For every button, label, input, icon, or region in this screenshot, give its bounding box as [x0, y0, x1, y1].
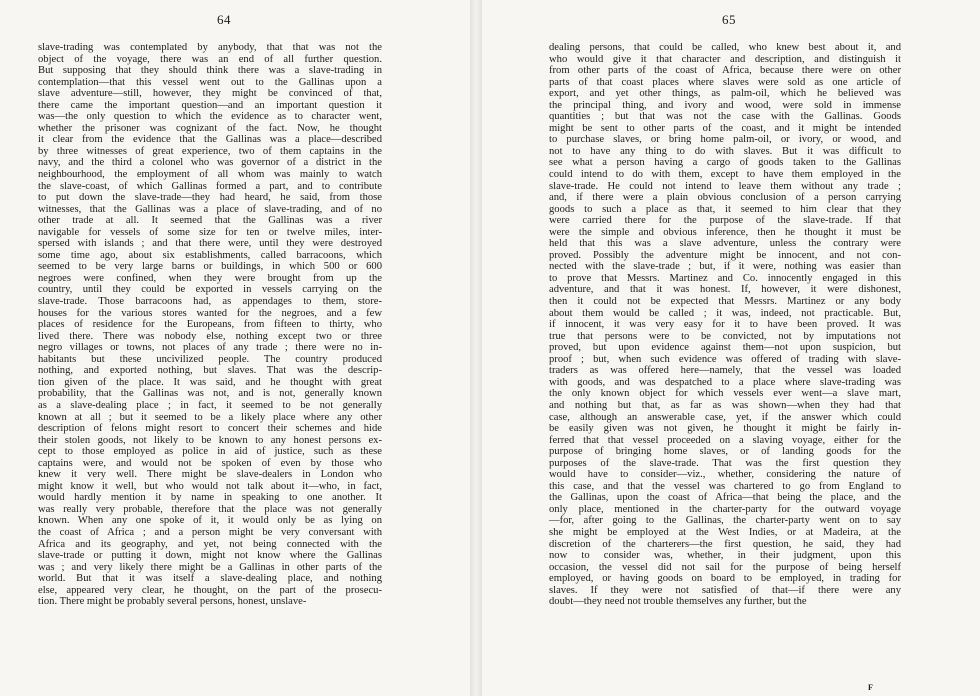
text-line: this case, and that the vessel was chartered to go from England to — [549, 480, 901, 492]
text-line: slave-trade. He could not intend to leave them without any trade ; — [549, 180, 901, 192]
text-line: other trade at all. It seemed that the Gallinas was a river — [38, 215, 382, 227]
text-line: seemed to be very large barns or buildings, in which 500 or 600 — [38, 261, 382, 273]
page-number-right: 65 — [722, 12, 736, 27]
text-line: would have to consider—viz., whether, considering the nature of — [549, 469, 901, 481]
text-line: —for, after going to the Gallinas, the charter-party went on to say — [549, 515, 901, 527]
text-line: was—the only question to which the evidence as to character went, — [38, 111, 382, 123]
text-line: Africa and its geography, and yet, not being connected with the — [38, 538, 382, 550]
text-line: purposes of the slave-trade. That was the first question they — [549, 457, 901, 469]
text-line: ferred that that vessel proceeded on a slaving voyage, either for the — [549, 434, 901, 446]
text-line: case, although an answerable case, yet, if the answer which could — [549, 411, 901, 423]
signature-mark: F — [868, 683, 873, 692]
text-line: by three witnesses of great experience, two of them captains in the — [38, 145, 382, 157]
text-line: world. But that it was itself a slave-dealing place, and nothing — [38, 573, 382, 585]
text-line: then it could not be expected that Messrs. Martinez or any body — [549, 296, 901, 308]
text-line: and, if there were a plain obvious conclusion of a person carrying — [549, 192, 901, 204]
text-line: to purchase slaves, or bring home palm-oil, or ivory, or wood, and — [549, 134, 901, 146]
text-line: probability, that the Gallinas was not, and is not, generally known — [38, 388, 382, 400]
text-line: proof ; but, when such evidence was offered of trading with slave- — [549, 353, 901, 365]
text-line: could intend to do with them, except to have them employed in the — [549, 169, 901, 181]
text-line: contemplation—that this vessel went out to the Gallinas upon a — [38, 76, 382, 88]
text-line: goods to such a place as that, it seemed to him clear that they — [549, 203, 901, 215]
text-line: and nothing but that, as far as was shown—when they had that — [549, 399, 901, 411]
text-line: the slave-coast, of which Gallinas formed a part, and to contribute — [38, 180, 382, 192]
text-line: tion given of the place. It was said, and he thought with great — [38, 376, 382, 388]
text-line: true that persons were to be convicted, not by imputations not — [549, 330, 901, 342]
text-line: slave-trade or putting it down, might not know where the Gallinas — [38, 550, 382, 562]
text-line: slaves. If they were not satisfied of that—if there were any — [549, 584, 901, 596]
text-line: whether the prisoner was cognizant of the fact. Now, he thought — [38, 122, 382, 134]
text-line: was really very probable, therefore that the place was not generally — [38, 503, 382, 515]
text-line: be easily given was not given, he thought it might be fairly in- — [549, 423, 901, 435]
text-line: navy, and the third a colonel who was governor of a district in the — [38, 157, 382, 169]
text-line: witnesses, that the Gallinas was a place of slave-trading, and of no — [38, 203, 382, 215]
text-line: country, until they could be exported in vessels carrying on the — [38, 284, 382, 296]
text-line: the Gallinas, upon the coast of Africa—that being the place, and the — [549, 492, 901, 504]
text-line: proved. Possibly the adventure might be innocent, and not con- — [549, 249, 901, 261]
right-page — [482, 0, 980, 696]
text-line: purpose of bringing home slaves, or of landing goods for the — [549, 446, 901, 458]
left-page — [0, 0, 470, 696]
right-page-text — [549, 42, 901, 608]
text-line: employed, or having goods on board to be employed, in trading for — [549, 573, 901, 585]
text-line: from other parts of the coast of Africa, because there were on other — [549, 65, 901, 77]
text-line: proved, but upon evidence against them—not upon suspicion, but — [549, 342, 901, 354]
text-line: captains were, and would not be spoken of even by those who — [38, 457, 382, 469]
text-line: tion. There might be probably several persons, honest, unslave- — [38, 596, 307, 608]
text-line: places of residence for the Europeans, from fifteen to thirty, who — [38, 319, 382, 331]
text-line: would hardly mention it by name in speaking to one another. It — [38, 492, 382, 504]
text-line: nected with the slave-trade ; but, if it were, nothing was easier than — [549, 261, 901, 273]
text-line: to prove that Messrs. Martinez and Co. innocently engaged in this — [549, 272, 901, 284]
text-line: their stolen goods, not likely to be known to any honest persons ex- — [38, 434, 382, 446]
left-page-text — [38, 42, 382, 608]
text-line: the coast of Africa ; and a person might be very conversant with — [38, 526, 382, 538]
text-line: to put down the slave-trade—they had heard, he said, from those — [38, 192, 382, 204]
text-line: habitants but these uncivilized people. The country produced — [38, 353, 382, 365]
text-line: only place, mentioned in the charter-party for the outward voyage — [549, 503, 901, 515]
text-line: navigable for vessels of some size for ten or twelve miles, inter- — [38, 226, 382, 238]
text-line: spersed with islands ; and that there were, until they were destroyed — [38, 238, 382, 250]
text-line: adventure, and that it was honest. If, however, it were dishonest, — [549, 284, 901, 296]
text-line: dealing persons, that could be called, who knew best about it, and — [549, 42, 901, 53]
text-line: negro villages or towns, not places of any trade ; there were no in- — [38, 342, 382, 354]
text-line: not to have any thing to do with slaves. But it was difficult to — [549, 145, 901, 157]
text-line: there came the important question—and an important question it — [38, 99, 382, 111]
text-line: about them would be called ; it was, indeed, not practicable. But, — [549, 307, 901, 319]
text-line: quantities ; but that was not the case with the Gallinas. Goods — [549, 111, 901, 123]
text-line: known. When any one spoke of it, it would only be as lying on — [38, 515, 382, 527]
text-line: export, and yet other things, as palm-oil, which he believed was — [549, 88, 901, 100]
text-line: might know it well, but who would not talk about it—who, in fact, — [38, 480, 382, 492]
text-line: traders as was offered here—namely, that the vessel was loaded — [549, 365, 901, 377]
text-line: with goods, and was despatched to a place where slave-trading was — [549, 376, 901, 388]
text-line: now to consider was, whether, in their judgment, upon this — [549, 550, 901, 562]
text-line: neighbourhood, the employment of all whom was mainly to watch — [38, 169, 382, 181]
text-line: known at all ; but it seemed to be a likely place where any other — [38, 411, 382, 423]
text-line: else, appeared very clear, he thought, on the part of the prosecu- — [38, 584, 382, 596]
text-line: see what a person having a cargo of goods taken to the Gallinas — [549, 157, 901, 169]
text-line: parts of that coast places where slaves were sold as one article of — [549, 76, 901, 88]
text-line: the only known object for which vessels ever went—a slave mart, — [549, 388, 901, 400]
text-line: as a slave-dealing place ; in fact, it seemed to be not generally — [38, 399, 382, 411]
text-line: negroes were confined, when they were brought from up the — [38, 272, 382, 284]
text-line: who would give it that character and description, and distinguish it — [549, 53, 901, 65]
text-line: slave-trade. Those barracoons had, as appendages to them, store- — [38, 296, 382, 308]
text-line: were the simple and obvious inference, then he thought it must be — [549, 226, 901, 238]
text-line: nothing, and exported nothing, but slaves. That was the descrip- — [38, 365, 382, 377]
text-line: it clear from the evidence that the Gallinas was a place—described — [38, 134, 382, 146]
text-line: But supposing that they should think there was a slave-trading in — [38, 65, 382, 77]
text-line: discretion of the charterers—the first question, he said, they had — [549, 538, 901, 550]
text-line: description of felons might resort to concert their schemes and hide — [38, 423, 382, 435]
text-line: cept to those employed as police in aid of justice, such as these — [38, 446, 382, 458]
text-line: houses for the various stores wanted for the negroes, and a few — [38, 307, 382, 319]
text-line: if innocent, it was very easy for it to have been proved. It was — [549, 319, 901, 331]
text-line: were carried there for the purpose of the slave-trade. If that — [549, 215, 901, 227]
text-line: might be sent to other parts of the coast, and it might be intended — [549, 122, 901, 134]
text-line: doubt—they need not trouble themselves any further, but the — [549, 596, 807, 608]
text-line: was ; and very likely there might be a Gallinas in other parts of the — [38, 561, 382, 573]
text-line: lived there. There was nobody else, nothing except two or three — [38, 330, 382, 342]
book-gutter — [470, 0, 482, 696]
text-line: object of the voyage, there was an end of all further question. — [38, 53, 382, 65]
text-line: held that this was a slave adventure, unless the contrary were — [549, 238, 901, 250]
text-line: slave-trading was contemplated by anybody, that that was not the — [38, 42, 382, 53]
text-line: knew it very well. There might be slave-dealers in London who — [38, 469, 382, 481]
text-line: she might be employed at the West Indies, or at Madeira, at the — [549, 526, 901, 538]
text-line: the principal thing, and ivory and wood, were sold in immense — [549, 99, 901, 111]
page-number-left: 64 — [217, 12, 231, 27]
text-line: some time ago, about six establishments, called barracoons, which — [38, 249, 382, 261]
text-line: occasion, the vessel did not sail for the purpose of being herself — [549, 561, 901, 573]
text-line: slave adventure—still, however, they might be convinced of that, — [38, 88, 382, 100]
